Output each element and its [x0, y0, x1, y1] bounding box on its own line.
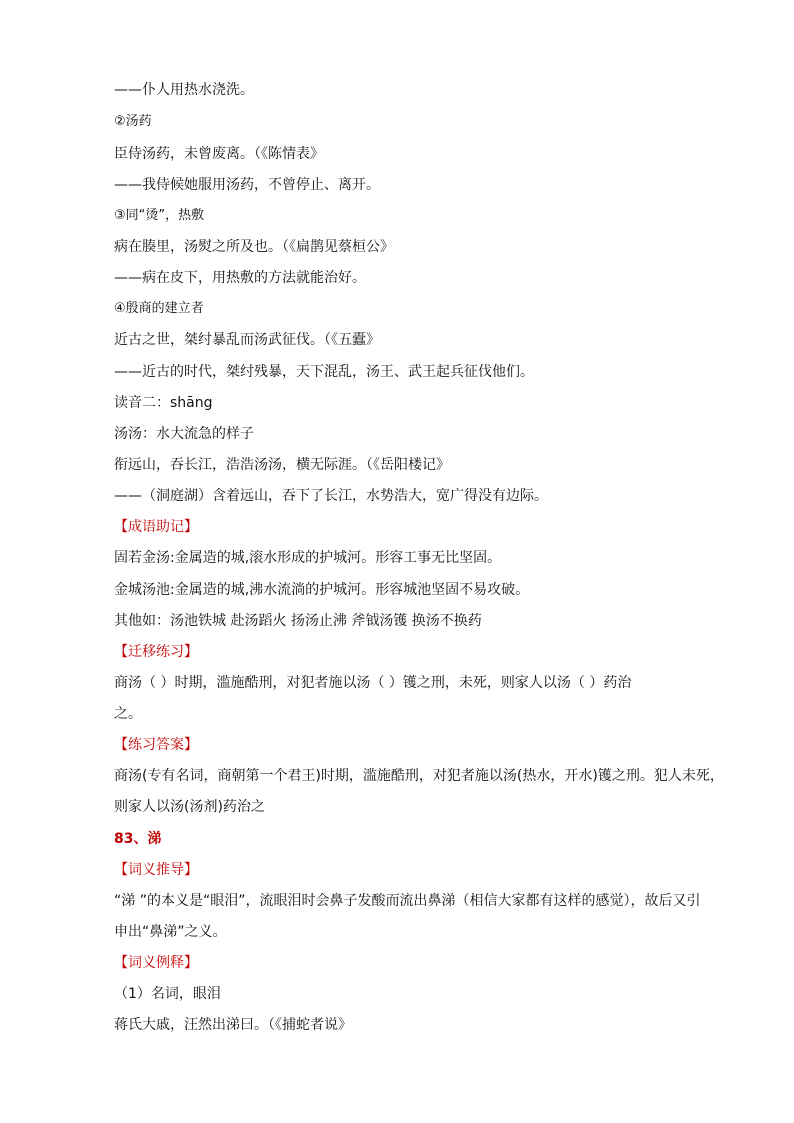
practice-section-header: 【迁移练习】: [114, 644, 198, 660]
idiom-section-header: 【成语助记】: [114, 519, 198, 535]
idiom-line: 金城汤池:金属造的城,沸水流淌的护城河。形容城池坚固不易攻破。: [114, 582, 530, 598]
derivation-line: “涕 ”的本义是“眼泪”，流眼泪时会鼻子发酸而流出鼻涕（相信大家都有这样的感觉），故后又引: [114, 893, 701, 909]
sense-heading: ④殷商的建立者: [114, 301, 204, 316]
example-sentence: 衔远山，吞长江，浩浩汤汤，横无际涯。（《岳阳楼记》: [114, 457, 450, 473]
answer-line: 则家人以汤(汤剂)药治之: [114, 799, 265, 815]
translation-line: ——（洞庭湖）含着远山，吞下了长江，水势浩大，宽广得没有边际。: [114, 488, 548, 504]
sense-heading: ③同“烫”，热敷: [114, 208, 205, 223]
example-sentence: 近古之世，桀纣暴乱而汤武征伐。（《五蠹》: [114, 332, 380, 348]
example-sentence: 臣侍汤药，未曾废离。（《陈情表》: [114, 146, 324, 162]
translation-line: ——近古的时代，桀纣残暴，天下混乱，汤王、武王起兵征伐他们。: [114, 364, 534, 380]
pronunciation-line: 读音二：shāng: [114, 395, 213, 411]
practice-line: 商汤（ ）时期，滥施酷刑，对犯者施以汤（ ）镬之刑，未死，则家人以汤（ ）药治: [114, 675, 632, 691]
examples-section-header: 【词义例释】: [114, 955, 198, 971]
example-sentence: 蒋氏大戚，汪然出涕曰。（《捕蛇者说》: [114, 1017, 352, 1033]
translation-line: ——病在皮下，用热敷的方法就能治好。: [114, 270, 366, 286]
idiom-line: 其他如：汤池铁城 赴汤蹈火 扬汤止沸 斧钺汤镬 换汤不换药: [114, 613, 482, 629]
answer-section-header: 【练习答案】: [114, 737, 198, 753]
example-sentence: 病在腠里，汤熨之所及也。（《扁鹊见蔡桓公》: [114, 239, 394, 255]
derivation-line: 申出“鼻涕”之义。: [114, 924, 227, 940]
entry-title: 83、涕: [114, 831, 162, 847]
idiom-line: 固若金汤:金属造的城,滚水形成的护城河。形容工事无比坚固。: [114, 550, 502, 566]
derivation-section-header: 【词义推导】: [114, 862, 198, 878]
translation-line: ——仆人用热水浇洗。: [114, 82, 254, 98]
sense-heading: 汤汤：水大流急的样子: [114, 426, 254, 442]
answer-line: 商汤(专有名词，商朝第一个君王)时期，滥施酷刑，对犯者施以汤(热水，开水)镬之刑。犯人未死，: [114, 768, 724, 784]
sense-heading: ②汤药: [114, 114, 152, 129]
translation-line: ——我侍候她服用汤药，不曾停止、离开。: [114, 177, 380, 193]
sense-heading: （1）名词，眼泪: [114, 986, 221, 1002]
practice-line: 之。: [114, 706, 142, 722]
